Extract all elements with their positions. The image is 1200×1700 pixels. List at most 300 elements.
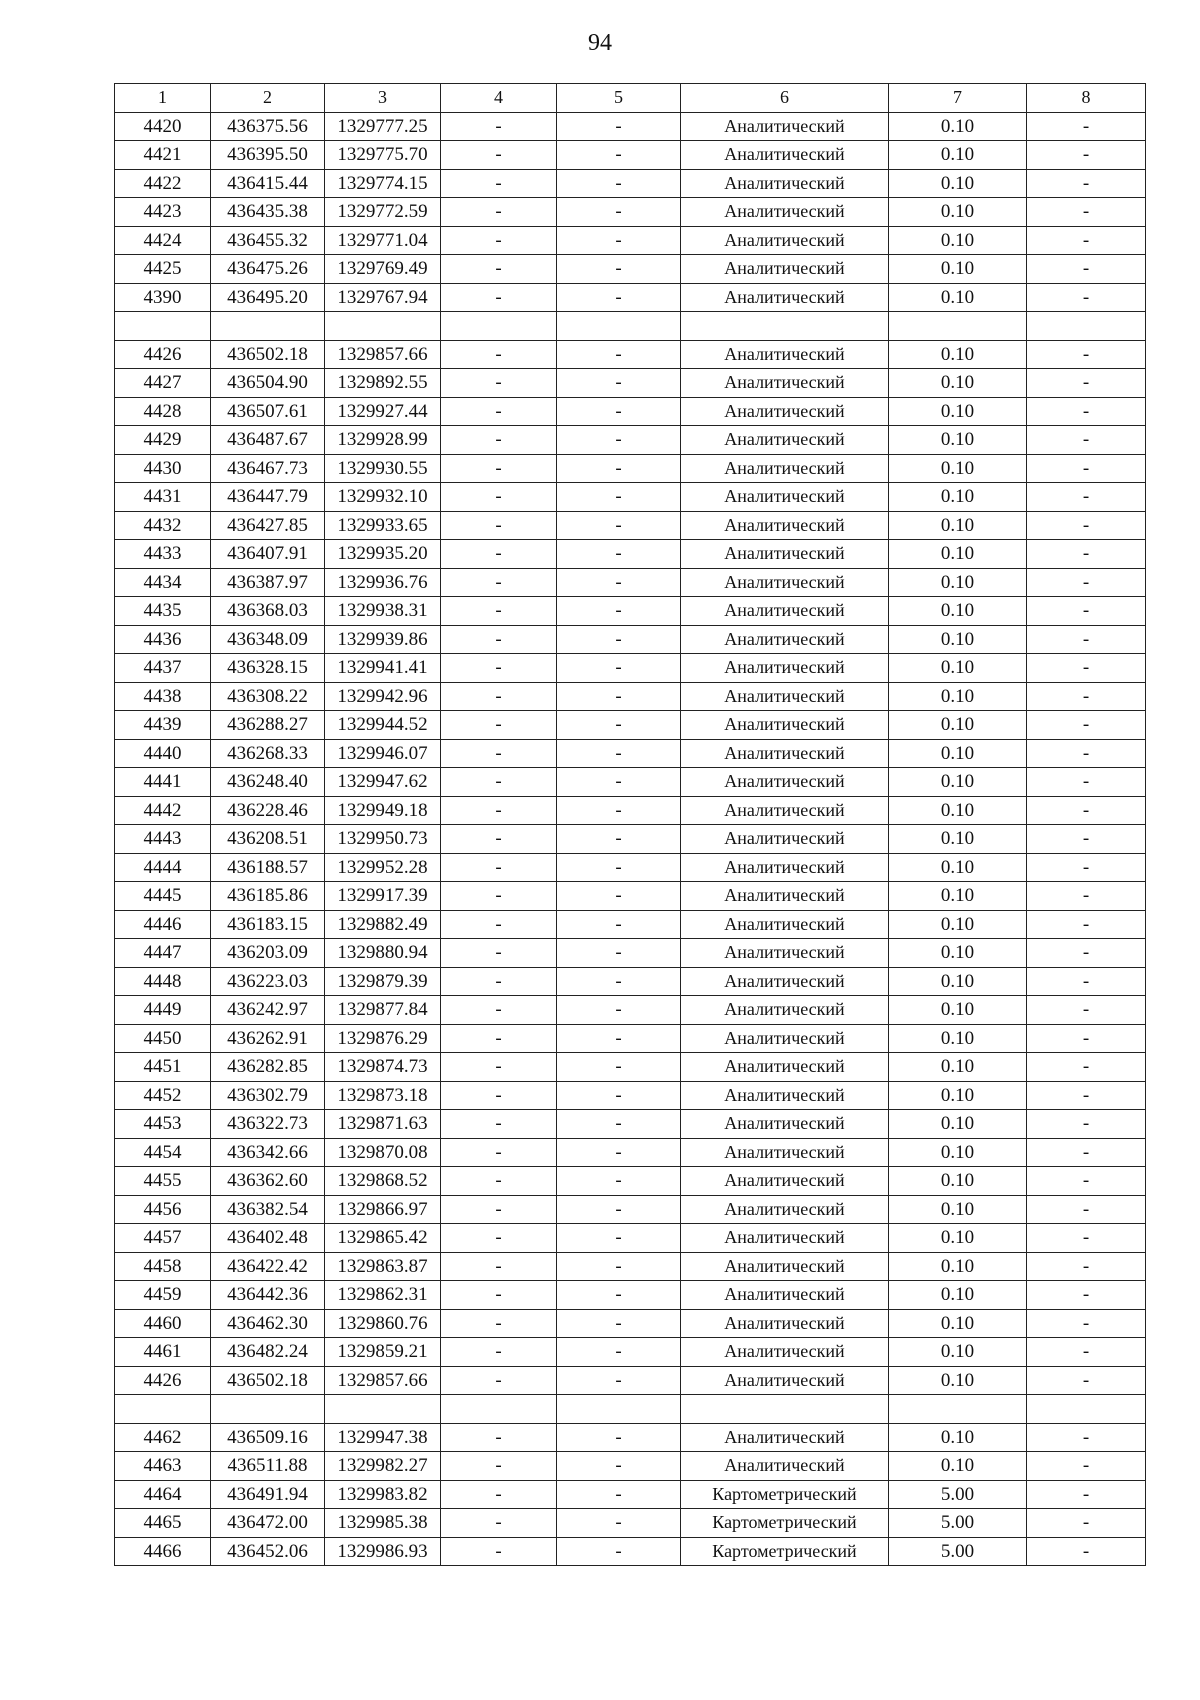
method-cell: Аналитический xyxy=(681,939,889,968)
col8-cell: - xyxy=(1027,597,1146,626)
y-coordinate-cell: 1329882.49 xyxy=(325,910,441,939)
accuracy-cell: 0.10 xyxy=(889,1309,1027,1338)
table-row xyxy=(115,1167,1146,1196)
table-row xyxy=(115,255,1146,284)
table-row xyxy=(115,454,1146,483)
col8-cell: - xyxy=(1027,283,1146,312)
table-row xyxy=(115,654,1146,683)
col4-cell: - xyxy=(441,511,557,540)
x-coordinate-cell: 436467.73 xyxy=(211,454,325,483)
point-number-cell: 4426 xyxy=(115,1366,211,1395)
point-number-cell: 4450 xyxy=(115,1024,211,1053)
point-number-cell: 4464 xyxy=(115,1480,211,1509)
col8-cell: - xyxy=(1027,1423,1146,1452)
table-row xyxy=(115,768,1146,797)
page-number: 94 xyxy=(588,30,612,56)
y-coordinate-cell: 1329877.84 xyxy=(325,996,441,1025)
x-coordinate-cell: 436442.36 xyxy=(211,1281,325,1310)
table-row xyxy=(115,369,1146,398)
method-cell: Аналитический xyxy=(681,426,889,455)
table-row xyxy=(115,711,1146,740)
table-row xyxy=(115,483,1146,512)
y-coordinate-cell: 1329863.87 xyxy=(325,1252,441,1281)
col5-cell: - xyxy=(557,511,681,540)
y-coordinate-cell: 1329930.55 xyxy=(325,454,441,483)
col8-cell: - xyxy=(1027,739,1146,768)
point-number-cell: 4420 xyxy=(115,112,211,141)
col8-cell xyxy=(1027,312,1146,341)
method-cell: Аналитический xyxy=(681,825,889,854)
accuracy-cell: 5.00 xyxy=(889,1480,1027,1509)
col8-cell: - xyxy=(1027,654,1146,683)
method-cell: Аналитический xyxy=(681,1452,889,1481)
x-coordinate-cell: 436208.51 xyxy=(211,825,325,854)
method-cell: Аналитический xyxy=(681,340,889,369)
accuracy-cell: 0.10 xyxy=(889,568,1027,597)
col8-cell: - xyxy=(1027,1452,1146,1481)
accuracy-cell: 0.10 xyxy=(889,283,1027,312)
col5-cell: - xyxy=(557,1195,681,1224)
x-coordinate-cell: 436475.26 xyxy=(211,255,325,284)
point-number-cell: 4458 xyxy=(115,1252,211,1281)
table-row xyxy=(115,426,1146,455)
col8-cell: - xyxy=(1027,568,1146,597)
col8-cell: - xyxy=(1027,1110,1146,1139)
y-coordinate-cell: 1329865.42 xyxy=(325,1224,441,1253)
col5-cell: - xyxy=(557,796,681,825)
col4-cell: - xyxy=(441,141,557,170)
x-coordinate-cell: 436502.18 xyxy=(211,340,325,369)
col5-cell: - xyxy=(557,568,681,597)
col5-cell: - xyxy=(557,483,681,512)
x-coordinate-cell: 436308.22 xyxy=(211,682,325,711)
y-coordinate-cell: 1329871.63 xyxy=(325,1110,441,1139)
x-coordinate-cell: 436342.66 xyxy=(211,1138,325,1167)
x-coordinate-cell: 436462.30 xyxy=(211,1309,325,1338)
y-coordinate-cell: 1329868.52 xyxy=(325,1167,441,1196)
col8-cell: - xyxy=(1027,340,1146,369)
accuracy-cell: 0.10 xyxy=(889,169,1027,198)
col4-cell: - xyxy=(441,1167,557,1196)
col4-cell: - xyxy=(441,1252,557,1281)
col8-cell: - xyxy=(1027,1338,1146,1367)
method-cell: Аналитический xyxy=(681,169,889,198)
accuracy-cell: 0.10 xyxy=(889,625,1027,654)
x-coordinate-cell xyxy=(211,1395,325,1424)
table-row xyxy=(115,1281,1146,1310)
table-row xyxy=(115,1053,1146,1082)
method-cell: Аналитический xyxy=(681,1053,889,1082)
col8-cell: - xyxy=(1027,910,1146,939)
y-coordinate-cell: 1329866.97 xyxy=(325,1195,441,1224)
col8-cell: - xyxy=(1027,198,1146,227)
point-number-cell: 4462 xyxy=(115,1423,211,1452)
y-coordinate-cell: 1329985.38 xyxy=(325,1509,441,1538)
header-cell: 7 xyxy=(889,84,1027,113)
point-number-cell: 4424 xyxy=(115,226,211,255)
y-coordinate-cell: 1329774.15 xyxy=(325,169,441,198)
col8-cell: - xyxy=(1027,1224,1146,1253)
method-cell: Аналитический xyxy=(681,255,889,284)
point-number-cell xyxy=(115,312,211,341)
col8-cell: - xyxy=(1027,1281,1146,1310)
accuracy-cell: 0.10 xyxy=(889,454,1027,483)
y-coordinate-cell: 1329939.86 xyxy=(325,625,441,654)
col4-cell: - xyxy=(441,882,557,911)
col5-cell: - xyxy=(557,226,681,255)
method-cell: Аналитический xyxy=(681,226,889,255)
col4-cell: - xyxy=(441,654,557,683)
point-number-cell: 4430 xyxy=(115,454,211,483)
col8-cell: - xyxy=(1027,939,1146,968)
col4-cell: - xyxy=(441,283,557,312)
col8-cell: - xyxy=(1027,1509,1146,1538)
x-coordinate-cell: 436203.09 xyxy=(211,939,325,968)
y-coordinate-cell: 1329947.38 xyxy=(325,1423,441,1452)
y-coordinate-cell: 1329879.39 xyxy=(325,967,441,996)
x-coordinate-cell: 436382.54 xyxy=(211,1195,325,1224)
col5-cell: - xyxy=(557,682,681,711)
table-row xyxy=(115,882,1146,911)
col8-cell: - xyxy=(1027,1480,1146,1509)
col5-cell: - xyxy=(557,255,681,284)
table-body xyxy=(115,112,1146,1566)
table-row xyxy=(115,1195,1146,1224)
x-coordinate-cell: 436511.88 xyxy=(211,1452,325,1481)
col5-cell xyxy=(557,1395,681,1424)
accuracy-cell: 5.00 xyxy=(889,1537,1027,1566)
method-cell: Аналитический xyxy=(681,597,889,626)
table-row xyxy=(115,540,1146,569)
col4-cell: - xyxy=(441,711,557,740)
col4-cell: - xyxy=(441,255,557,284)
point-number-cell: 4439 xyxy=(115,711,211,740)
col4-cell: - xyxy=(441,1423,557,1452)
table-row xyxy=(115,967,1146,996)
accuracy-cell: 0.10 xyxy=(889,1167,1027,1196)
method-cell: Картометрический xyxy=(681,1537,889,1566)
col8-cell: - xyxy=(1027,255,1146,284)
x-coordinate-cell: 436402.48 xyxy=(211,1224,325,1253)
col5-cell: - xyxy=(557,939,681,968)
col8-cell: - xyxy=(1027,141,1146,170)
point-number-cell: 4432 xyxy=(115,511,211,540)
col4-cell: - xyxy=(441,939,557,968)
point-number-cell: 4438 xyxy=(115,682,211,711)
point-number-cell: 4448 xyxy=(115,967,211,996)
method-cell: Аналитический xyxy=(681,739,889,768)
point-number-cell: 4443 xyxy=(115,825,211,854)
accuracy-cell: 0.10 xyxy=(889,483,1027,512)
x-coordinate-cell: 436507.61 xyxy=(211,397,325,426)
col5-cell: - xyxy=(557,1110,681,1139)
table-row xyxy=(115,568,1146,597)
table-row xyxy=(115,825,1146,854)
col4-cell: - xyxy=(441,1338,557,1367)
point-number-cell: 4456 xyxy=(115,1195,211,1224)
accuracy-cell: 0.10 xyxy=(889,1138,1027,1167)
method-cell: Аналитический xyxy=(681,1224,889,1253)
col4-cell: - xyxy=(441,825,557,854)
x-coordinate-cell: 436282.85 xyxy=(211,1053,325,1082)
col5-cell: - xyxy=(557,1053,681,1082)
method-cell: Аналитический xyxy=(681,625,889,654)
accuracy-cell: 0.10 xyxy=(889,739,1027,768)
point-number-cell: 4433 xyxy=(115,540,211,569)
col5-cell: - xyxy=(557,112,681,141)
accuracy-cell: 0.10 xyxy=(889,910,1027,939)
y-coordinate-cell: 1329775.70 xyxy=(325,141,441,170)
point-number-cell: 4454 xyxy=(115,1138,211,1167)
y-coordinate-cell: 1329860.76 xyxy=(325,1309,441,1338)
point-number-cell: 4427 xyxy=(115,369,211,398)
accuracy-cell xyxy=(889,1395,1027,1424)
accuracy-cell: 0.10 xyxy=(889,825,1027,854)
accuracy-cell: 0.10 xyxy=(889,939,1027,968)
col8-cell: - xyxy=(1027,511,1146,540)
method-cell: Аналитический xyxy=(681,1423,889,1452)
method-cell: Аналитический xyxy=(681,1309,889,1338)
col5-cell: - xyxy=(557,540,681,569)
y-coordinate-cell: 1329859.21 xyxy=(325,1338,441,1367)
method-cell: Аналитический xyxy=(681,996,889,1025)
y-coordinate-cell: 1329772.59 xyxy=(325,198,441,227)
method-cell: Картометрический xyxy=(681,1509,889,1538)
col8-cell: - xyxy=(1027,454,1146,483)
table-row xyxy=(115,511,1146,540)
col8-cell: - xyxy=(1027,768,1146,797)
col5-cell: - xyxy=(557,654,681,683)
header-cell: 4 xyxy=(441,84,557,113)
col8-cell: - xyxy=(1027,1167,1146,1196)
col5-cell: - xyxy=(557,1024,681,1053)
table-row xyxy=(115,682,1146,711)
col4-cell: - xyxy=(441,625,557,654)
accuracy-cell: 5.00 xyxy=(889,1509,1027,1538)
x-coordinate-cell: 436387.97 xyxy=(211,568,325,597)
header-cell: 1 xyxy=(115,84,211,113)
table-row xyxy=(115,340,1146,369)
table-row xyxy=(115,597,1146,626)
accuracy-cell: 0.10 xyxy=(889,198,1027,227)
x-coordinate-cell: 436487.67 xyxy=(211,426,325,455)
col4-cell: - xyxy=(441,1452,557,1481)
header-cell: 3 xyxy=(325,84,441,113)
point-number-cell: 4455 xyxy=(115,1167,211,1196)
point-number-cell: 4466 xyxy=(115,1537,211,1566)
col5-cell: - xyxy=(557,198,681,227)
y-coordinate-cell: 1329857.66 xyxy=(325,340,441,369)
col4-cell: - xyxy=(441,369,557,398)
col8-cell: - xyxy=(1027,682,1146,711)
point-number-cell: 4429 xyxy=(115,426,211,455)
accuracy-cell: 0.10 xyxy=(889,1024,1027,1053)
col5-cell: - xyxy=(557,1252,681,1281)
y-coordinate-cell: 1329952.28 xyxy=(325,853,441,882)
method-cell xyxy=(681,312,889,341)
accuracy-cell: 0.10 xyxy=(889,853,1027,882)
x-coordinate-cell: 436268.33 xyxy=(211,739,325,768)
col5-cell: - xyxy=(557,1537,681,1566)
table-row xyxy=(115,1338,1146,1367)
x-coordinate-cell: 436495.20 xyxy=(211,283,325,312)
accuracy-cell: 0.10 xyxy=(889,711,1027,740)
table-row xyxy=(115,169,1146,198)
col5-cell: - xyxy=(557,454,681,483)
table-row xyxy=(115,141,1146,170)
col4-cell: - xyxy=(441,1480,557,1509)
col8-cell: - xyxy=(1027,1024,1146,1053)
col8-cell: - xyxy=(1027,882,1146,911)
table-row xyxy=(115,739,1146,768)
x-coordinate-cell: 436348.09 xyxy=(211,625,325,654)
col5-cell: - xyxy=(557,825,681,854)
table-row xyxy=(115,1110,1146,1139)
col5-cell: - xyxy=(557,1452,681,1481)
accuracy-cell: 0.10 xyxy=(889,597,1027,626)
table-row xyxy=(115,625,1146,654)
method-cell: Аналитический xyxy=(681,1281,889,1310)
col4-cell: - xyxy=(441,597,557,626)
point-number-cell: 4451 xyxy=(115,1053,211,1082)
method-cell: Аналитический xyxy=(681,711,889,740)
y-coordinate-cell xyxy=(325,1395,441,1424)
y-coordinate-cell: 1329941.41 xyxy=(325,654,441,683)
point-number-cell: 4423 xyxy=(115,198,211,227)
accuracy-cell: 0.10 xyxy=(889,1053,1027,1082)
y-coordinate-cell: 1329949.18 xyxy=(325,796,441,825)
x-coordinate-cell: 436427.85 xyxy=(211,511,325,540)
col5-cell: - xyxy=(557,1423,681,1452)
table-row xyxy=(115,1366,1146,1395)
col8-cell: - xyxy=(1027,796,1146,825)
x-coordinate-cell: 436435.38 xyxy=(211,198,325,227)
col8-cell: - xyxy=(1027,967,1146,996)
x-coordinate-cell: 436455.32 xyxy=(211,226,325,255)
accuracy-cell: 0.10 xyxy=(889,141,1027,170)
col5-cell: - xyxy=(557,283,681,312)
point-number-cell: 4446 xyxy=(115,910,211,939)
col4-cell xyxy=(441,312,557,341)
y-coordinate-cell: 1329936.76 xyxy=(325,568,441,597)
accuracy-cell: 0.10 xyxy=(889,112,1027,141)
y-coordinate-cell: 1329769.49 xyxy=(325,255,441,284)
table-row xyxy=(115,283,1146,312)
point-number-cell: 4436 xyxy=(115,625,211,654)
accuracy-cell: 0.10 xyxy=(889,996,1027,1025)
table-row xyxy=(115,1537,1146,1566)
accuracy-cell: 0.10 xyxy=(889,768,1027,797)
x-coordinate-cell: 436288.27 xyxy=(211,711,325,740)
col4-cell: - xyxy=(441,1195,557,1224)
x-coordinate-cell: 436188.57 xyxy=(211,853,325,882)
method-cell: Аналитический xyxy=(681,967,889,996)
accuracy-cell: 0.10 xyxy=(889,1338,1027,1367)
col5-cell: - xyxy=(557,1338,681,1367)
y-coordinate-cell: 1329983.82 xyxy=(325,1480,441,1509)
x-coordinate-cell: 436302.79 xyxy=(211,1081,325,1110)
accuracy-cell: 0.10 xyxy=(889,1195,1027,1224)
method-cell: Аналитический xyxy=(681,540,889,569)
x-coordinate-cell: 436447.79 xyxy=(211,483,325,512)
col8-cell: - xyxy=(1027,112,1146,141)
col4-cell: - xyxy=(441,1224,557,1253)
table-row xyxy=(115,112,1146,141)
method-cell: Аналитический xyxy=(681,853,889,882)
col5-cell: - xyxy=(557,169,681,198)
col5-cell: - xyxy=(557,1480,681,1509)
accuracy-cell: 0.10 xyxy=(889,540,1027,569)
point-number-cell: 4441 xyxy=(115,768,211,797)
accuracy-cell: 0.10 xyxy=(889,1452,1027,1481)
x-coordinate-cell: 436491.94 xyxy=(211,1480,325,1509)
col5-cell: - xyxy=(557,1167,681,1196)
col5-cell: - xyxy=(557,882,681,911)
y-coordinate-cell: 1329862.31 xyxy=(325,1281,441,1310)
y-coordinate-cell: 1329777.25 xyxy=(325,112,441,141)
y-coordinate-cell: 1329928.99 xyxy=(325,426,441,455)
y-coordinate-cell: 1329927.44 xyxy=(325,397,441,426)
y-coordinate-cell: 1329880.94 xyxy=(325,939,441,968)
table-row xyxy=(115,996,1146,1025)
point-number-cell: 4431 xyxy=(115,483,211,512)
point-number-cell: 4453 xyxy=(115,1110,211,1139)
point-number-cell: 4444 xyxy=(115,853,211,882)
col5-cell: - xyxy=(557,1224,681,1253)
x-coordinate-cell: 436407.91 xyxy=(211,540,325,569)
y-coordinate-cell: 1329933.65 xyxy=(325,511,441,540)
point-number-cell: 4461 xyxy=(115,1338,211,1367)
y-coordinate-cell: 1329942.96 xyxy=(325,682,441,711)
y-coordinate-cell: 1329917.39 xyxy=(325,882,441,911)
col4-cell: - xyxy=(441,1081,557,1110)
point-number-cell: 4460 xyxy=(115,1309,211,1338)
col8-cell: - xyxy=(1027,825,1146,854)
col8-cell: - xyxy=(1027,711,1146,740)
accuracy-cell: 0.10 xyxy=(889,654,1027,683)
y-coordinate-cell: 1329767.94 xyxy=(325,283,441,312)
table-row xyxy=(115,312,1146,341)
col4-cell: - xyxy=(441,910,557,939)
col5-cell: - xyxy=(557,1281,681,1310)
method-cell: Аналитический xyxy=(681,654,889,683)
method-cell: Аналитический xyxy=(681,568,889,597)
col4-cell: - xyxy=(441,169,557,198)
x-coordinate-cell: 436375.56 xyxy=(211,112,325,141)
col4-cell: - xyxy=(441,1281,557,1310)
col8-cell: - xyxy=(1027,369,1146,398)
x-coordinate-cell: 436472.00 xyxy=(211,1509,325,1538)
y-coordinate-cell: 1329946.07 xyxy=(325,739,441,768)
y-coordinate-cell: 1329892.55 xyxy=(325,369,441,398)
col8-cell: - xyxy=(1027,1366,1146,1395)
coordinates-table xyxy=(114,83,1146,1566)
point-number-cell xyxy=(115,1395,211,1424)
accuracy-cell: 0.10 xyxy=(889,1110,1027,1139)
x-coordinate-cell: 436509.16 xyxy=(211,1423,325,1452)
col8-cell: - xyxy=(1027,397,1146,426)
accuracy-cell: 0.10 xyxy=(889,1252,1027,1281)
method-cell: Аналитический xyxy=(681,141,889,170)
y-coordinate-cell: 1329944.52 xyxy=(325,711,441,740)
table-row xyxy=(115,939,1146,968)
col4-cell: - xyxy=(441,1138,557,1167)
col4-cell: - xyxy=(441,967,557,996)
col8-cell: - xyxy=(1027,226,1146,255)
table-row xyxy=(115,1224,1146,1253)
col4-cell: - xyxy=(441,568,557,597)
col8-cell: - xyxy=(1027,1195,1146,1224)
